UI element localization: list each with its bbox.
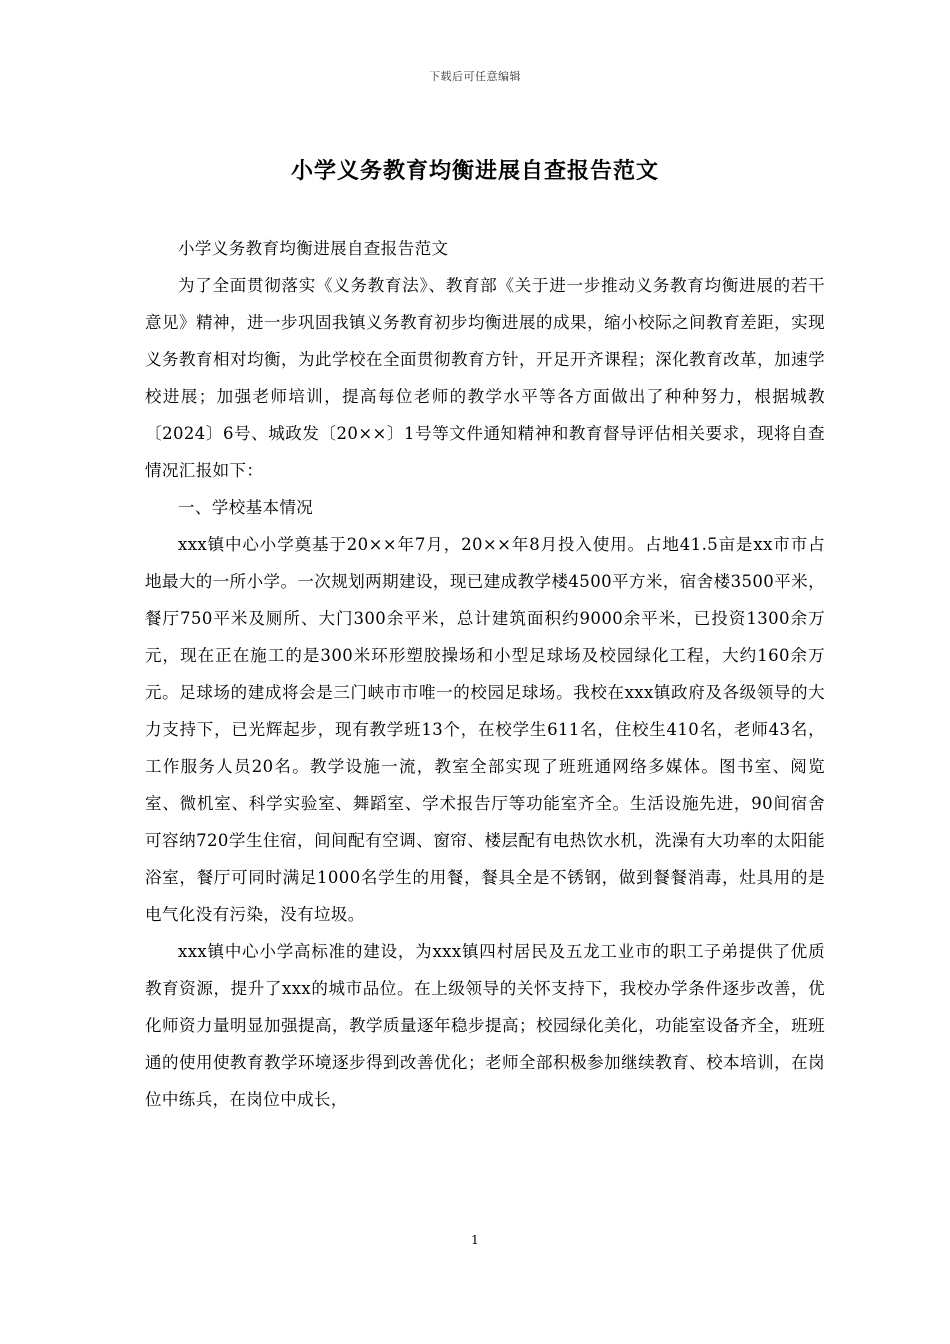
header-note: 下载后可任意编辑 — [429, 70, 521, 83]
paragraph-subtitle: 小学义务教育均衡进展自查报告范文 — [178, 239, 449, 258]
document-body — [145, 230, 825, 1118]
paragraph-construction: xxx镇中心小学高标准的建设，为xxx镇四村居民及五龙工业市的职工子弟提供了优质教育资源，提升了xxx的城市品位。在上级领导的关怀支持下，我校办学条件逐步改善，优化师资力量明显加强提高，教学质量逐年稳步提高；校园绿化美化，功能室设备齐全，班班通的使用使教育教学环境逐步得到改善优化；老师全部积极参加继续教育、校本培训，在岗位中练兵，在岗位中成长， — [145, 942, 825, 1109]
document-title: 小学义务教育均衡进展自查报告范文 — [290, 158, 659, 184]
paragraph-school-info: xxx镇中心小学奠基于20××年7月，20××年8月投入使用。占地41.5亩是xx市市占地最大的一所小学。一次规划两期建设，现已建成教学楼4500平方米，宿舍楼3500平米，餐厅750平米及厕所、大门300余平米，总计建筑面积约9000余平米，已投资1300余万元，现在正在施工的是300米环形塑胶操场和小型足球场及校园绿化工程，大约160余万元。足球场的建成将会是三门峡市市唯一的校园足球场。我校在xxx镇政府及各级领导的大力支持下，已光辉起步，现有教学班13个，在校学生611名，住校生410名，老师43名，工作服务人员20名。教学设施一流，教室全部实现了班班通网络多媒体。图书室、阅览室、微机室、科学实验室、舞蹈室、学术报告厅等功能室齐全。生活设施先进，90间宿舍可容纳720学生住宿，间间配有空调、窗帘、楼层配有电热饮水机，洗澡有大功率的太阳能浴室，餐厅可同时满足1000名学生的用餐，餐具全是不锈钢，做到餐餐消毒，灶具用的是电气化没有污染，没有垃圾。 — [145, 535, 825, 924]
page-number: 1 — [471, 1233, 479, 1247]
paragraph-intro: 为了全面贯彻落实《义务教育法》、教育部《关于进一步推动义务教育均衡进展的若干意见》精神，进一步巩固我镇义务教育初步均衡进展的成果，缩小校际之间教育差距，实现义务教育相对均衡，为此学校在全面贯彻教育方针，开足开齐课程；深化教育改革，加速学校进展；加强老师培训，提高每位老师的教学水平等各方面做出了种种努力，根据城教〔2024〕6号、城政发〔20××〕1号等文件通知精神和教育督导评估相关要求，现将自查情况汇报如下： — [145, 276, 825, 480]
section-heading: 一、学校基本情况 — [178, 498, 314, 517]
